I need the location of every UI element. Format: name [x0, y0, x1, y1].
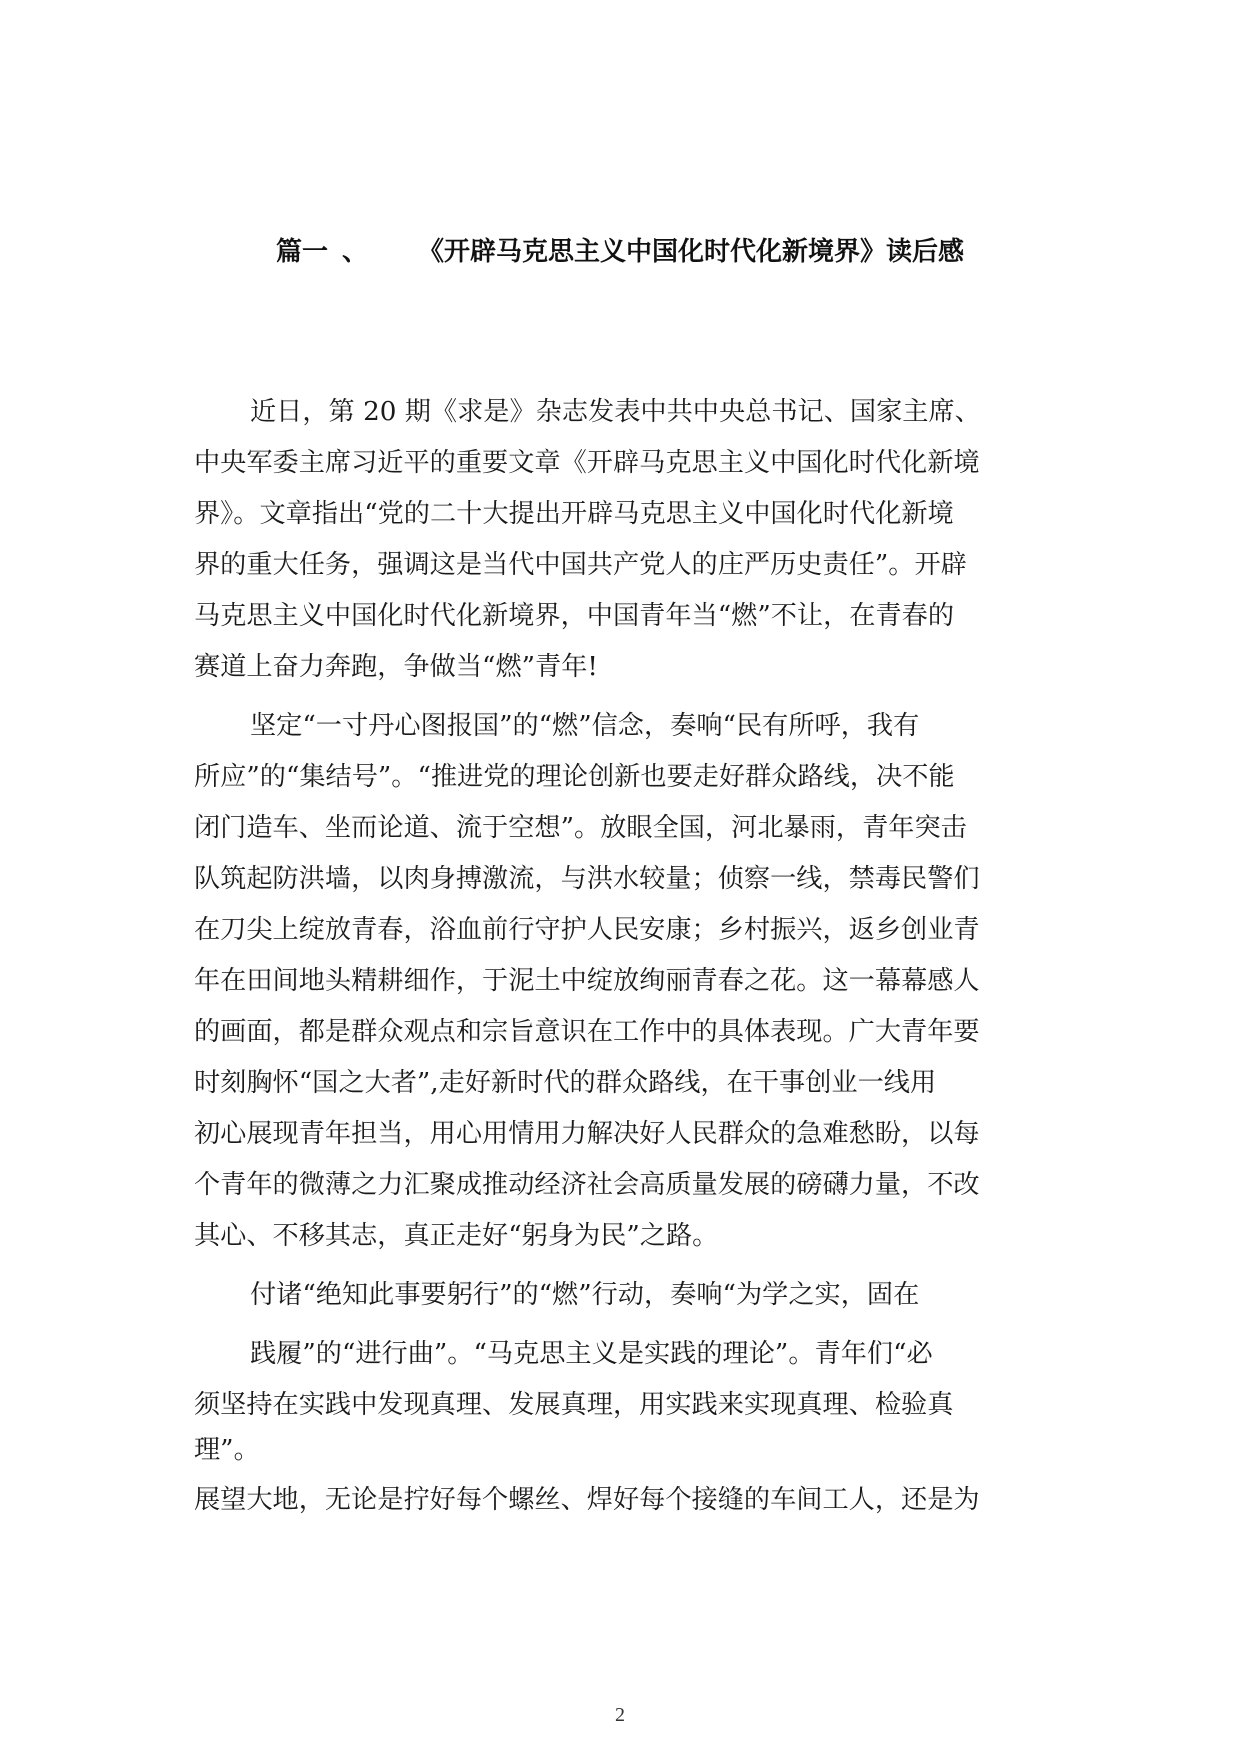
- body-line: 队筑起防洪墙，以肉身搏激流，与洪水较量；侦察一线，禁毒民警们: [194, 864, 980, 894]
- page-number: 2: [615, 1704, 625, 1726]
- body-line: 坚定“一寸丹心图报国”的“燃”信念，奏响“民有所呼，我有: [250, 711, 920, 741]
- body-line: 闭门造车、坐而论道、流于空想”。放眼全国，河北暴雨，青年突击: [194, 813, 967, 843]
- title-text: 《开辟马克思主义中国化时代化新境界》读后感: [418, 237, 965, 267]
- body-line: 其心、不移其志，真正走好“躬身为民”之路。: [194, 1221, 719, 1251]
- title-separator: 、: [341, 237, 368, 267]
- body-line: 须坚持在实践中发现真理、发展真理，用实践来实现真理、检验真: [194, 1390, 954, 1420]
- body-line: 展望大地，无论是拧好每个螺丝、焊好每个接缝的车间工人，还是为: [194, 1485, 980, 1515]
- body-line: 在刀尖上绽放青春，浴血前行守护人民安康；乡村振兴，返乡创业青: [194, 915, 980, 945]
- body-line: 年在田间地头精耕细作，于泥土中绽放绚丽青春之花。这一幕幕感人: [194, 966, 980, 996]
- body-line: 的画面，都是群众观点和宗旨意识在工作中的具体表现。广大青年要: [194, 1017, 980, 1047]
- body-line: 界的重大任务，强调这是当代中国共产党人的庄严历史责任”。开辟: [194, 550, 967, 580]
- body-line: 赛道上奋力奔跑，争做当“燃”青年!: [194, 652, 598, 682]
- body-line: 个青年的微薄之力汇聚成推动经济社会高质量发展的磅礴力量，不改: [194, 1170, 980, 1200]
- body-line: 践履”的“进行曲”。“马克思主义是实践的理论”。青年们“必: [250, 1339, 933, 1369]
- body-line: 马克思主义中国化时代化新境界，中国青年当“燃”不让，在青春的: [194, 601, 955, 631]
- body-line: 近日，第 20 期《求是》杂志发表中共中央总书记、国家主席、: [250, 397, 981, 427]
- body-line: 中央军委主席习近平的重要文章《开辟马克思主义中国化时代化新境: [194, 448, 980, 478]
- body-line: 初心展现青年担当，用心用情用力解决好人民群众的急难愁盼，以每: [194, 1119, 980, 1149]
- body-line: 理”。: [194, 1435, 260, 1465]
- body-line: 时刻胸怀“国之大者”,走好新时代的群众路线，在干事创业一线用: [194, 1068, 937, 1098]
- page-title: [0, 232, 1240, 272]
- body-line: 所应”的“集结号”。“推进党的理论创新也要走好群众路线，决不能: [194, 762, 955, 792]
- body-line: 界》。文章指出“党的二十大提出开辟马克思主义中国化时代化新境: [194, 499, 954, 529]
- title-part-label: 篇一: [275, 237, 328, 267]
- body-line: 付诸“绝知此事要躬行”的“燃”行动，奏响“为学之实，固在: [250, 1280, 920, 1310]
